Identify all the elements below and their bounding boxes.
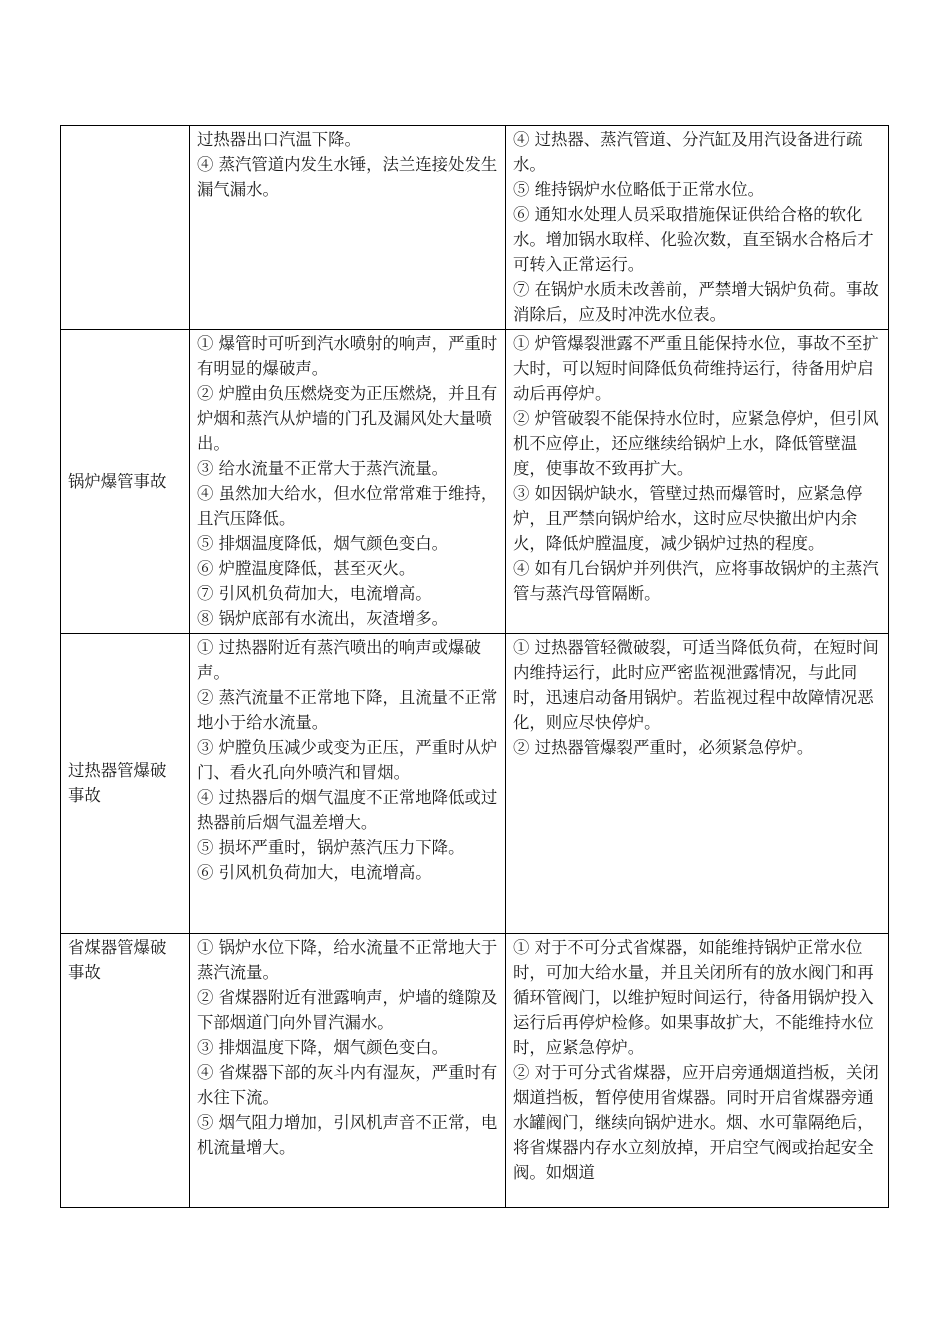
measures-cell <box>506 126 889 330</box>
measures-cell <box>506 934 889 1208</box>
symptom-item: ② 蒸汽流量不正常地下降，且流量不正常地小于给水流量。 <box>197 688 498 732</box>
measure-item: ④ 如有几台锅炉并列供汽，应将事故锅炉的主蒸汽管与蒸汽母管隔断。 <box>513 559 879 603</box>
measure-item: ② 过热器管爆裂严重时，必须紧急停炉。 <box>513 738 814 757</box>
symptom-item: ① 锅炉水位下降，给水流量不正常地大于蒸汽流量。 <box>197 938 498 982</box>
symptom-item: ① 过热器附近有蒸汽喷出的响声或爆破声。 <box>197 638 481 682</box>
symptoms-cell <box>190 126 506 330</box>
measure-item: ② 炉管破裂不能保持水位时，应紧急停炉，但引风机不应停止，还应继续给锅炉上水，降低管壁温度，使事故不致再扩大。 <box>513 409 879 478</box>
measure-item: ⑥ 通知水处理人员采取措施保证供给合格的软化水。增加锅水取样、化验次数，直至锅水合格后才可转入正常运行。 <box>513 205 874 274</box>
symptoms-cell <box>190 934 506 1208</box>
measure-item: ① 过热器管轻微破裂，可适当降低负荷，在短时间内维持运行，此时应严密监视泄露情况，与此同时，迅速启动备用锅炉。若监视过程中故障情况恶化，则应尽快停炉。 <box>513 638 879 732</box>
symptoms-cell <box>190 634 506 934</box>
accident-table <box>60 125 889 1208</box>
table-row <box>61 934 889 1208</box>
symptom-item: ② 省煤器附近有泄露响声，炉墙的缝隙及下部烟道门向外冒汽漏水。 <box>197 988 498 1032</box>
symptom-item: ③ 炉膛负压减少或变为正压，严重时从炉门、看火孔向外喷汽和冒烟。 <box>197 738 498 782</box>
symptom-item: ⑤ 排烟温度降低，烟气颜色变白。 <box>197 534 449 553</box>
measure-item: ⑦ 在锅炉水质未改善前，严禁增大锅炉负荷。事故消除后，应及时冲洗水位表。 <box>513 280 879 324</box>
symptoms-cell <box>190 330 506 634</box>
table-row <box>61 634 889 934</box>
table-row <box>61 126 889 330</box>
symptom-item: ⑥ 引风机负荷加大，电流增高。 <box>197 863 432 882</box>
symptom-item: 过热器出口汽温下降。 <box>197 130 361 149</box>
measures-cell <box>506 330 889 634</box>
symptom-item: ④ 省煤器下部的灰斗内有湿灰，严重时有水往下流。 <box>197 1063 498 1107</box>
symptom-item: ③ 排烟温度下降，烟气颜色变白。 <box>197 1038 449 1057</box>
symptom-item: ① 爆管时可听到汽水喷射的响声，严重时有明显的爆破声。 <box>197 334 498 378</box>
measure-item: ③ 如因锅炉缺水，管壁过热而爆管时，应紧急停炉，且严禁向锅炉给水，这时应尽快撤出炉内余火，降低炉膛温度，减少锅炉过热的程度。 <box>513 484 863 553</box>
table-row <box>61 330 889 634</box>
measure-item: ⑤ 维持锅炉水位略低于正常水位。 <box>513 180 765 199</box>
measure-item: ④ 过热器、蒸汽管道、分汽缸及用汽设备进行疏水。 <box>513 130 863 174</box>
row-label: 省煤器管爆破事故 <box>61 934 190 1208</box>
measure-item: ① 炉管爆裂泄露不严重且能保持水位，事故不至扩大时，可以短时间降低负荷维持运行，待备用炉启动后再停炉。 <box>513 334 879 403</box>
symptom-item: ⑦ 引风机负荷加大，电流增高。 <box>197 584 432 603</box>
measure-item: ② 对于可分式省煤器，应开启旁通烟道挡板，关闭烟道挡板，暂停使用省煤器。同时开启省煤器旁通水罐阀门，继续向锅炉进水。烟、水可靠隔绝后，将省煤器内存水立刻放掉，开启空气阀或抬起安全阀。如烟道 <box>513 1063 879 1182</box>
symptom-item: ⑥ 炉膛温度降低，甚至灭火。 <box>197 559 416 578</box>
symptom-item: ② 炉膛由负压燃烧变为正压燃烧，并且有炉烟和蒸汽从炉墙的门孔及漏风处大量喷出。 <box>197 384 498 453</box>
symptom-item: ④ 蒸汽管道内发生水锤，法兰连接处发生漏气漏水。 <box>197 155 498 199</box>
row-label <box>61 126 190 330</box>
row-label: 过热器管爆破事故 <box>61 634 190 934</box>
symptom-item: ④ 过热器后的烟气温度不正常地降低或过热器前后烟气温差增大。 <box>197 788 498 832</box>
symptom-item: ⑤ 损坏严重时，锅炉蒸汽压力下降。 <box>197 838 465 857</box>
symptom-item: ③ 给水流量不正常大于蒸汽流量。 <box>197 459 449 478</box>
symptom-item: ⑧ 锅炉底部有水流出，灰渣增多。 <box>197 609 449 628</box>
measures-cell <box>506 634 889 934</box>
symptom-item: ④ 虽然加大给水，但水位常常难于维持，且汽压降低。 <box>197 484 498 528</box>
measure-item: ① 对于不可分式省煤器，如能维持锅炉正常水位时，可加大给水量，并且关闭所有的放水阀门和再循环管阀门，以维护短时间运行，待备用锅炉投入运行后再停炉检修。如果事故扩大，不能维持水位时，应紧急停炉。 <box>513 938 874 1057</box>
row-label: 锅炉爆管事故 <box>61 330 190 634</box>
symptom-item: ⑤ 烟气阻力增加，引风机声音不正常，电机流量增大。 <box>197 1113 498 1157</box>
